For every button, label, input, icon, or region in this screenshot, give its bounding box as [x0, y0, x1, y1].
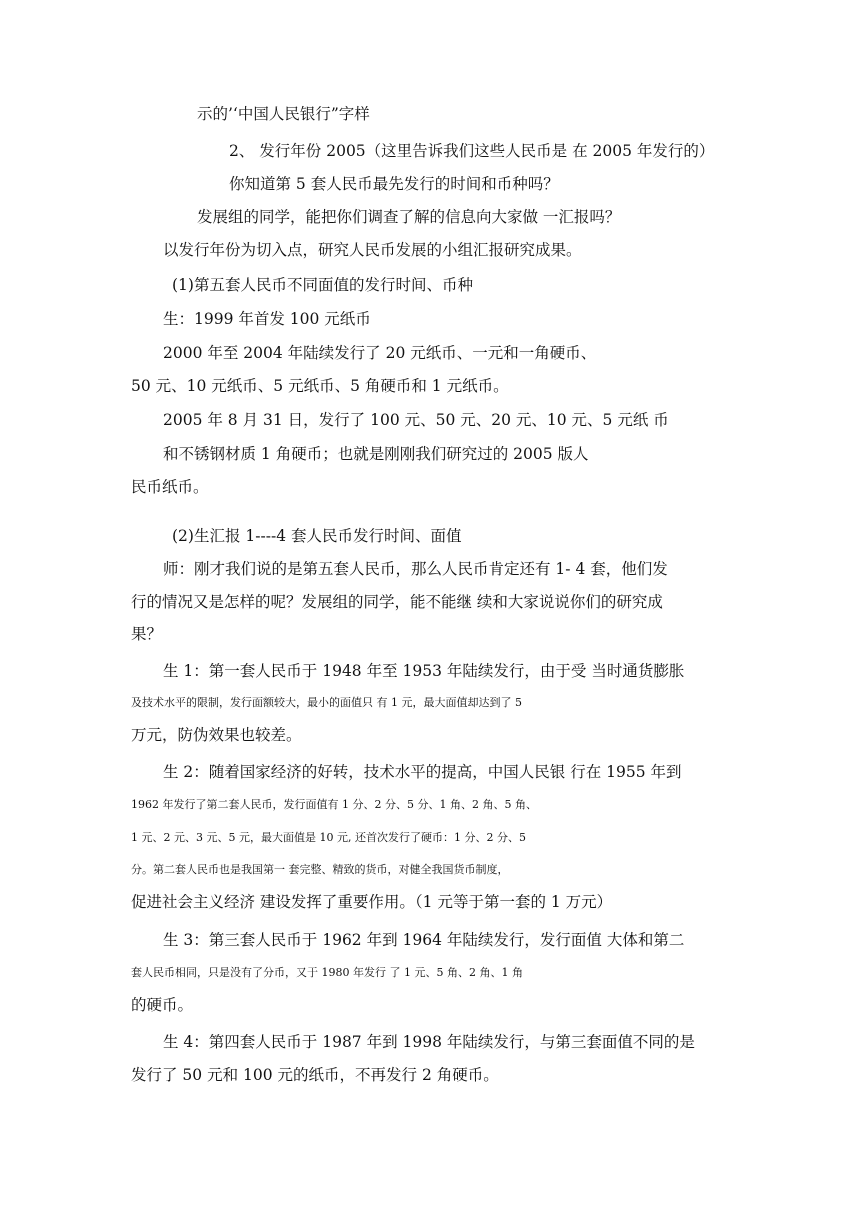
text-line: 2005 年 8 月 31 日，发行了 100 元、50 元、20 元、10 元、5 元纸 币: [163, 411, 669, 429]
text-line: 师：刚才我们说的是第五套人民币，那么人民币肯定还有 1- 4 套，他们发: [163, 560, 668, 578]
text-line: 50 元、10 元纸币、5 元纸币、5 角硬币和 1 元纸币。: [131, 377, 509, 395]
text-line: 民币纸币。: [131, 478, 209, 496]
text-line: 示的’‘中国人民银行”字样: [197, 105, 370, 123]
text-line: 生 4：第四套人民币于 1987 年到 1998 年陆续发行，与第三套面值不同的是: [163, 1033, 695, 1051]
text-line: 你知道第 5 套人民币最先发行的时间和币种吗？: [229, 175, 559, 193]
text-line: 以发行年份为切入点，研究人民币发展的小组汇报研究成果。: [163, 241, 582, 259]
text-line: 促进社会主义经济 建设发挥了重要作用。（1 元等于第一套的 1 万元）: [131, 893, 613, 911]
text-line: 发展组的同学，能把你们调查了解的信息向大家做 一汇报吗？: [197, 208, 621, 226]
text-line: 万元，防伪效果也较差。: [131, 726, 302, 744]
text-line: 发行了 50 元和 100 元的纸币，不再发行 2 角硬币。: [131, 1066, 499, 1084]
section-heading: (2)生汇报 1----4 套人民币发行时间、面值: [172, 527, 462, 545]
text-line: 行的情况又是怎样的呢？发展组的同学，能不能继 续和大家说说你们的研究成: [131, 593, 663, 611]
text-line: 分。第二套人民币也是我国第一 套完整、精致的货币，对健全我国货币制度，: [131, 863, 509, 876]
text-line: 2、 发行年份 2005（这里告诉我们这些人民币是 在 2005 年发行的）: [229, 142, 715, 160]
text-line: 套人民币相同，只是没有了分币，又于 1980 年发行 了 1 元、5 角、2 角、1 角: [131, 966, 523, 979]
text-line: 生 1：第一套人民币于 1948 年至 1953 年陆续发行，由于受 当时通货膨胀: [163, 662, 685, 680]
text-line: 生 2：随着国家经济的好转，技术水平的提高，中国人民银 行在 1955 年到: [163, 763, 682, 781]
text-line: 和不锈钢材质 1 角硬币；也就是刚刚我们研究过的 2005 版人: [163, 445, 589, 463]
section-heading: (1)第五套人民币不同面值的发行时间、币种: [172, 276, 473, 294]
text-line: 及技术水平的限制，发行面额较大，最小的面值只 有 1 元，最大面值却达到了 5: [131, 696, 522, 709]
text-line: 2000 年至 2004 年陆续发行了 20 元纸币、一元和一角硬币、: [163, 344, 597, 362]
text-line: 生 3：第三套人民币于 1962 年到 1964 年陆续发行，发行面值 大体和第二: [163, 931, 685, 949]
text-line: 生：1999 年首发 100 元纸币: [163, 310, 371, 328]
text-line: 果？: [131, 625, 163, 643]
text-line: 的硬币。: [131, 996, 194, 1014]
text-line: 1 元、2 元、3 元、5 元，最大面值是 10 元, 还首次发行了硬币：1 分、2 分、5: [131, 831, 526, 844]
text-line: 1962 年发行了第二套人民币，发行面值有 1 分、2 分、5 分、1 角、2 角、5 角、: [131, 798, 537, 811]
